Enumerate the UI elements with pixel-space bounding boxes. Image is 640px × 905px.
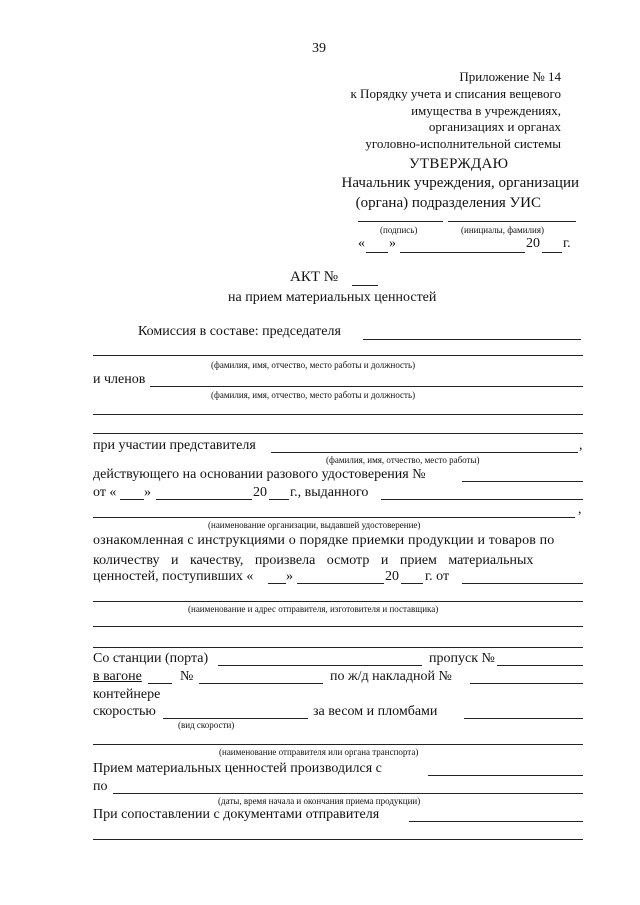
sender-line bbox=[462, 583, 583, 584]
chairman-line bbox=[363, 339, 581, 340]
sender-line-2 bbox=[93, 601, 583, 602]
representative-caption: (фамилия, имя, отчество, место работы) bbox=[326, 455, 480, 465]
speed-label: скоростью bbox=[93, 704, 156, 719]
acting-basis-label: действующего на основании разового удостоверения № bbox=[93, 467, 426, 482]
act-number-line bbox=[352, 285, 378, 286]
comparison-label: При сопоставлении с документами отправителя bbox=[93, 807, 380, 822]
page-number: 39 bbox=[312, 41, 326, 56]
container-label: контейнере bbox=[93, 687, 161, 702]
name-line bbox=[448, 221, 576, 222]
receipt-close-quote: » bbox=[286, 569, 293, 584]
members-line bbox=[150, 386, 583, 387]
members-caption: (фамилия, имя, отчество, место работы и должность) bbox=[211, 390, 416, 400]
issued-label: г., выданного bbox=[290, 485, 369, 500]
name-caption: (инициалы, фамилия) bbox=[461, 225, 544, 235]
certificate-number-line bbox=[462, 481, 583, 482]
paragraph-line-3a: ценностей, поступивших « bbox=[93, 569, 254, 584]
issuer-caption: (наименование организации, выдавшей удостоверение) bbox=[208, 520, 421, 530]
station-label: Со станции (порта) bbox=[93, 651, 209, 666]
appendix-line-3: имущества в учреждениях, bbox=[411, 103, 561, 118]
commission-label: Комиссия в составе: председателя bbox=[138, 324, 341, 339]
date-year-prefix: 20 bbox=[526, 236, 540, 251]
approve-position-line-2: (органа) подразделения УИС bbox=[355, 195, 541, 211]
speed-line bbox=[163, 718, 308, 719]
weight-seals-label: за весом и пломбами bbox=[313, 704, 438, 719]
comparison-line bbox=[409, 821, 583, 822]
from-open: от « bbox=[93, 485, 117, 500]
receipt-year-line bbox=[401, 583, 423, 584]
date-open-quote: « bbox=[358, 236, 365, 251]
receipt-month-line bbox=[297, 583, 384, 584]
members-line-2 bbox=[93, 414, 583, 415]
transport-caption: (наименование отправителя или органа транспорта) bbox=[219, 747, 419, 757]
receipt-year-prefix: 20 bbox=[385, 569, 399, 584]
wagon-label: в вагоне bbox=[93, 669, 142, 684]
date-day-line bbox=[366, 252, 388, 253]
acceptance-from-label: Прием материальных ценностей производился с bbox=[93, 761, 382, 776]
paragraph-line-1: ознакомленная с инструкциями о порядке приемки продукции и товаров по bbox=[93, 533, 555, 548]
acceptance-to-label: по bbox=[93, 779, 108, 794]
sender-line-4 bbox=[93, 647, 583, 648]
from-close-quote: » bbox=[144, 485, 151, 500]
appendix-line-1: Приложение № 14 bbox=[459, 69, 561, 84]
weight-seals-line bbox=[464, 718, 583, 719]
station-line bbox=[218, 665, 422, 666]
speed-caption: (вид скорости) bbox=[178, 720, 235, 730]
approve-title: УТВЕРЖДАЮ bbox=[409, 156, 509, 172]
chairman-line-2 bbox=[93, 355, 583, 356]
pass-number-label: пропуск № bbox=[429, 651, 495, 666]
members-line-3 bbox=[93, 433, 583, 434]
acceptance-caption: (даты, время начала и окончания приема продукции) bbox=[218, 796, 421, 806]
issuer-comma: , bbox=[578, 502, 582, 517]
rail-invoice-label: по ж/д накладной № bbox=[330, 669, 452, 684]
appendix-line-2: к Порядку учета и списания вещевого bbox=[350, 86, 561, 101]
cert-year-prefix: 20 bbox=[253, 485, 267, 500]
comparison-line-2 bbox=[93, 839, 583, 840]
members-label: и членов bbox=[93, 372, 146, 387]
acceptance-from-line bbox=[428, 775, 583, 776]
sender-line-3 bbox=[93, 626, 583, 627]
date-month-line bbox=[400, 252, 525, 253]
acceptance-to-line bbox=[113, 793, 583, 794]
signature-line bbox=[358, 221, 443, 222]
representative-line bbox=[271, 452, 578, 453]
rail-invoice-line bbox=[470, 683, 583, 684]
wagon-number-line bbox=[199, 683, 323, 684]
act-title: АКТ № bbox=[290, 269, 339, 285]
sender-caption: (наименование и адрес отправителя, изготовителя и поставщика) bbox=[188, 604, 439, 614]
signature-caption: (подпись) bbox=[380, 225, 418, 235]
cert-year-line bbox=[269, 499, 289, 500]
receipt-from: г. от bbox=[425, 569, 450, 584]
representative-comma: , bbox=[579, 438, 583, 453]
paragraph-line-2: количеству и качеству, произвела осмотр и прием материальных bbox=[93, 553, 534, 568]
issuer-line-2 bbox=[93, 517, 575, 518]
cert-month-line bbox=[156, 499, 252, 500]
appendix-line-5: уголовно-исполнительной системы bbox=[365, 136, 561, 151]
cert-day-line bbox=[120, 499, 144, 500]
date-close-quote: » bbox=[389, 236, 396, 251]
approve-position-line-1: Начальник учреждения, организации bbox=[341, 175, 579, 191]
issuer-line bbox=[381, 499, 583, 500]
appendix-line-4: организациях и органах bbox=[428, 119, 561, 134]
receipt-day-line bbox=[268, 583, 286, 584]
date-year-line bbox=[542, 252, 562, 253]
wagon-line bbox=[148, 683, 172, 684]
act-subtitle: на прием материальных ценностей bbox=[228, 290, 437, 305]
wagon-number-label: № bbox=[180, 669, 194, 684]
chairman-caption: (фамилия, имя, отчество, место работы и должность) bbox=[211, 360, 416, 370]
representative-label: при участии представителя bbox=[93, 438, 256, 453]
transport-line bbox=[93, 744, 583, 745]
date-year-suffix: г. bbox=[563, 236, 571, 251]
pass-number-line bbox=[497, 665, 583, 666]
